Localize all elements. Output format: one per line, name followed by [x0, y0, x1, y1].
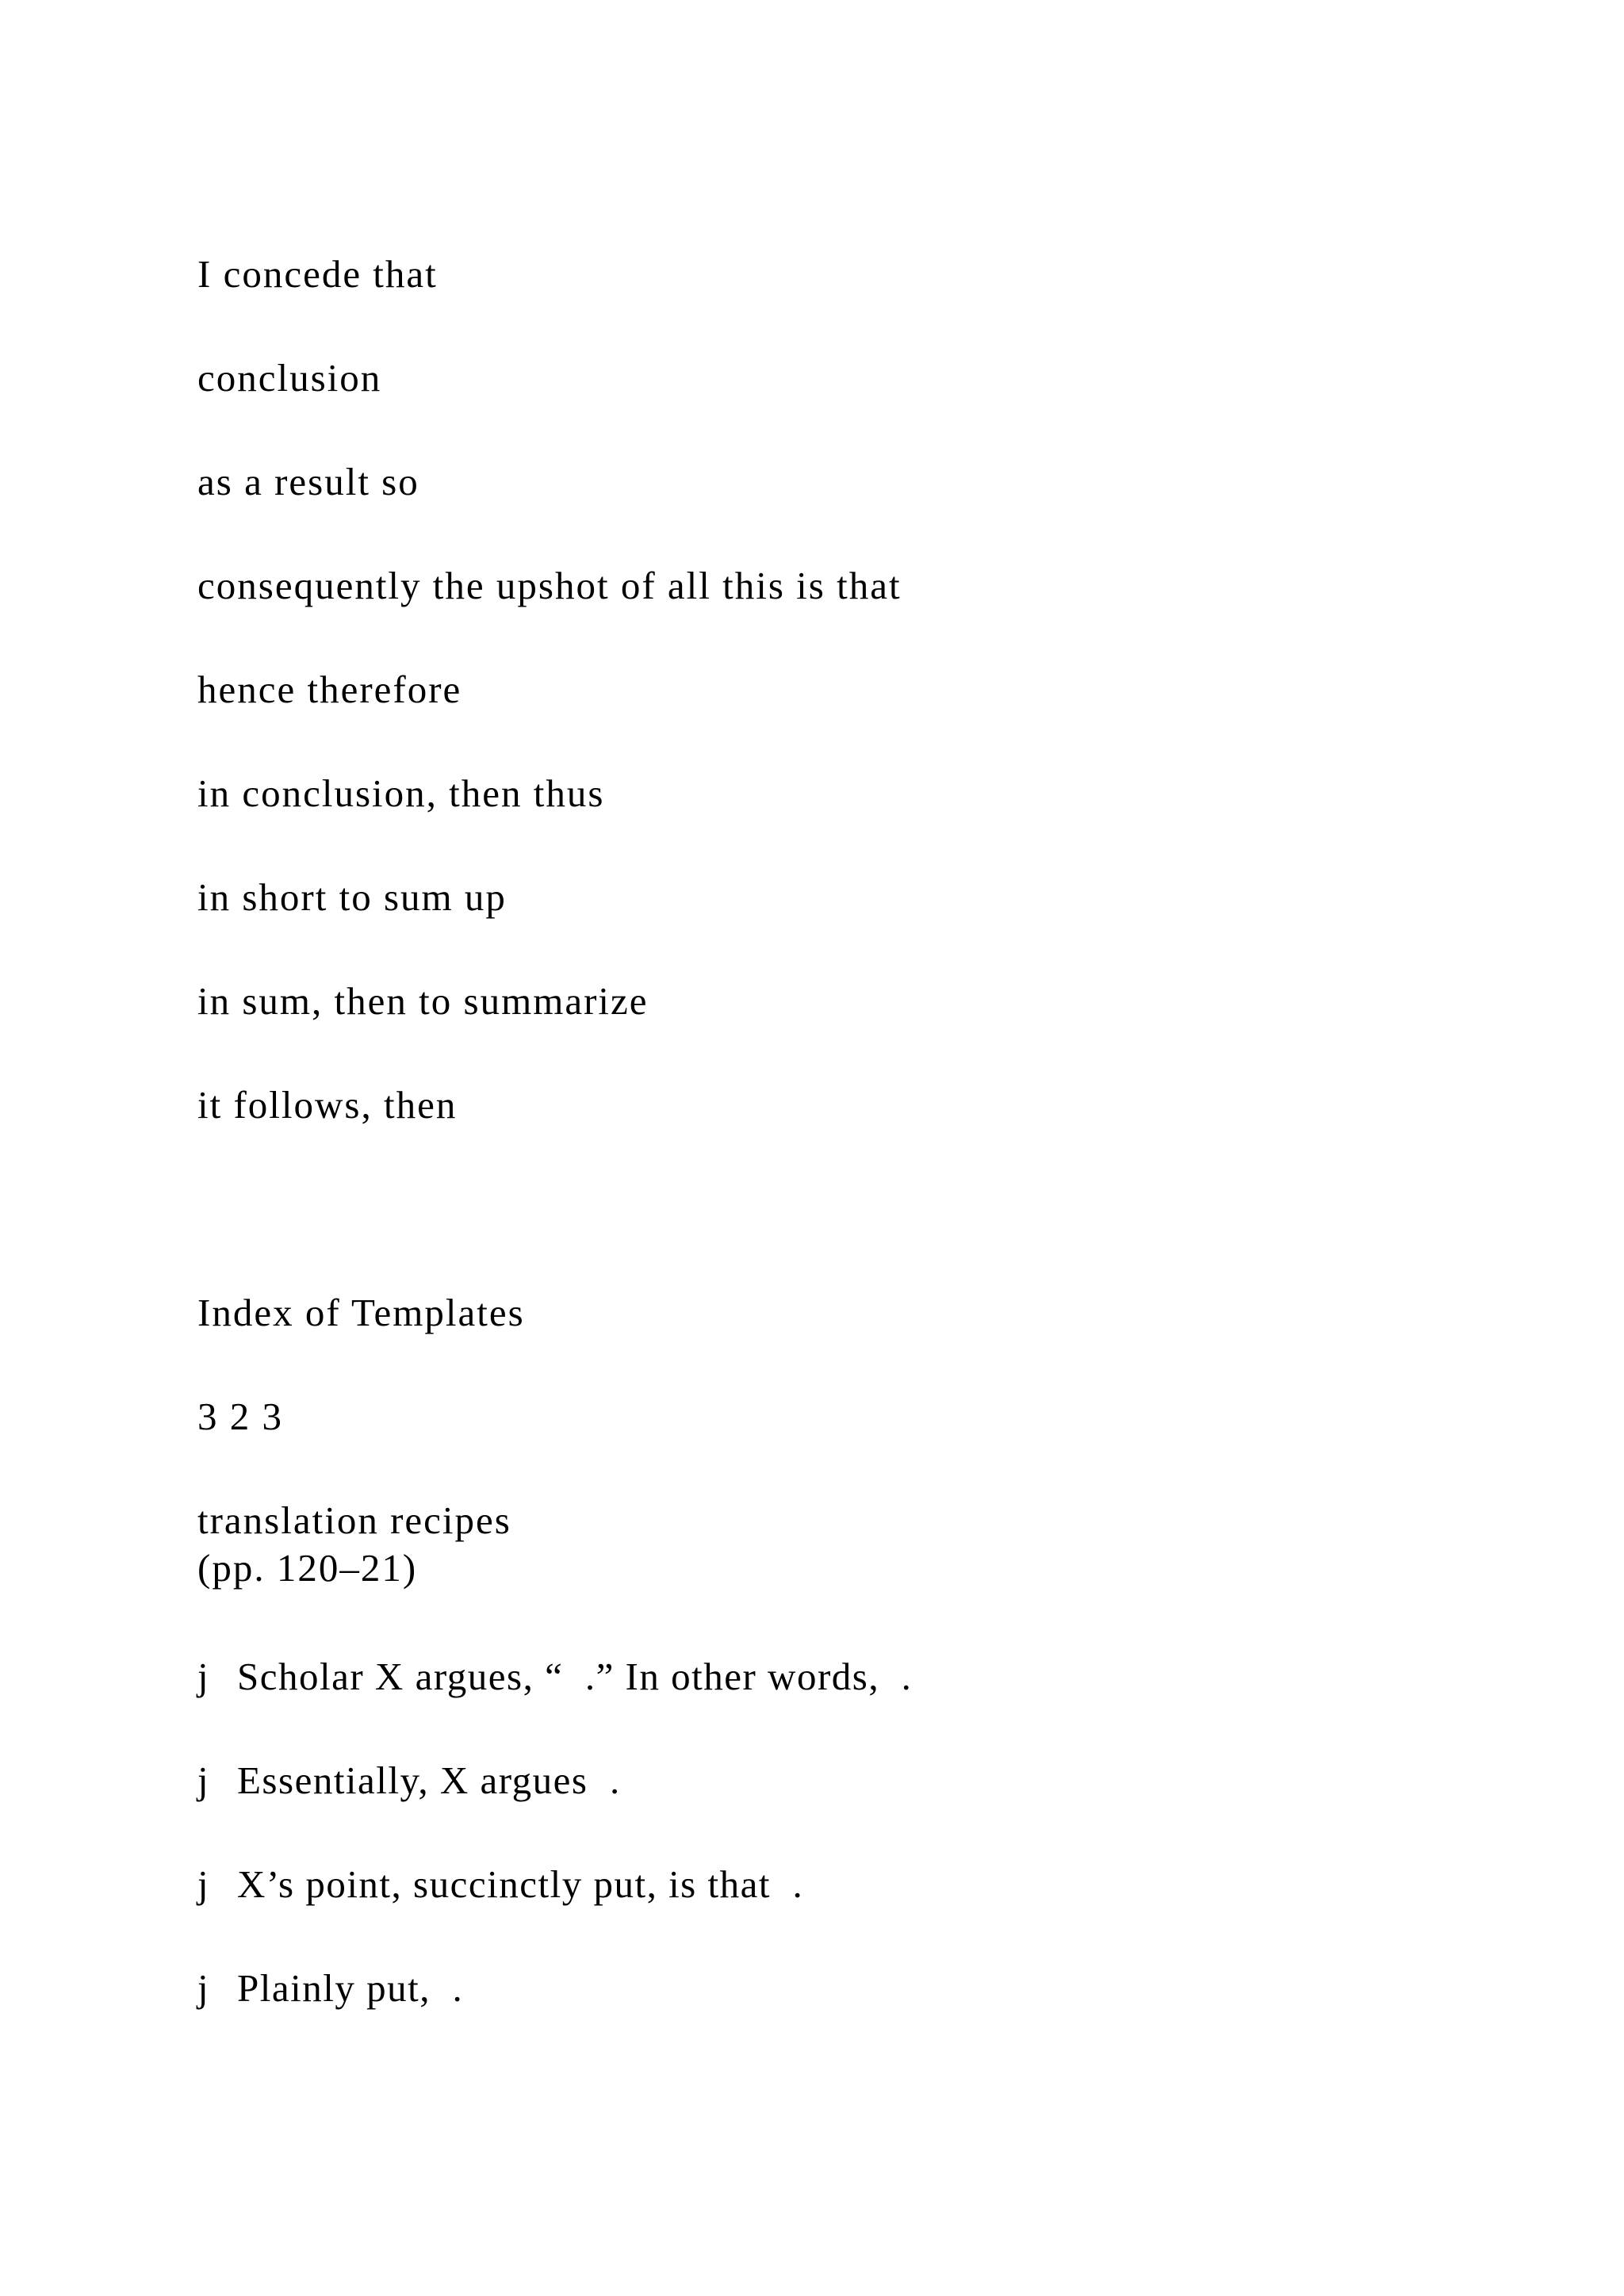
- transition-item: as a result so: [197, 460, 419, 503]
- transition-item: hence therefore: [197, 668, 462, 711]
- template-item: [197, 1861, 803, 1908]
- section-heading: [197, 1497, 511, 1592]
- bullet-glyph: j: [197, 1966, 210, 2010]
- transition-item: in conclusion, then thus: [197, 771, 605, 815]
- transition-item: I concede that: [197, 252, 438, 296]
- template-item: [197, 1653, 912, 1701]
- transition-item: in sum, then to summarize: [197, 979, 649, 1023]
- transition-item: consequently the upshot of all this is that: [197, 564, 902, 607]
- template-item: [197, 1965, 463, 2012]
- template-text: Scholar X argues, “ .” In other words, .: [237, 1655, 913, 1698]
- template-text: Essentially, X argues .: [237, 1758, 621, 1802]
- transition-item: it follows, then: [197, 1083, 458, 1127]
- bullet-glyph: j: [197, 1758, 210, 1802]
- page-number: 3 2 3: [197, 1395, 283, 1438]
- template-text: Plainly put, .: [237, 1966, 464, 2010]
- bullet-glyph: j: [197, 1655, 210, 1698]
- section-page-reference: (pp. 120–21): [197, 1546, 418, 1590]
- template-text: X’s point, succinctly put, is that .: [237, 1862, 804, 1906]
- transition-item: conclusion: [197, 356, 382, 400]
- running-header-title: Index of Templates: [197, 1291, 525, 1334]
- bullet-glyph: j: [197, 1862, 210, 1906]
- section-title: translation recipes: [197, 1498, 511, 1542]
- transition-item: in short to sum up: [197, 875, 507, 919]
- template-item: [197, 1757, 621, 1804]
